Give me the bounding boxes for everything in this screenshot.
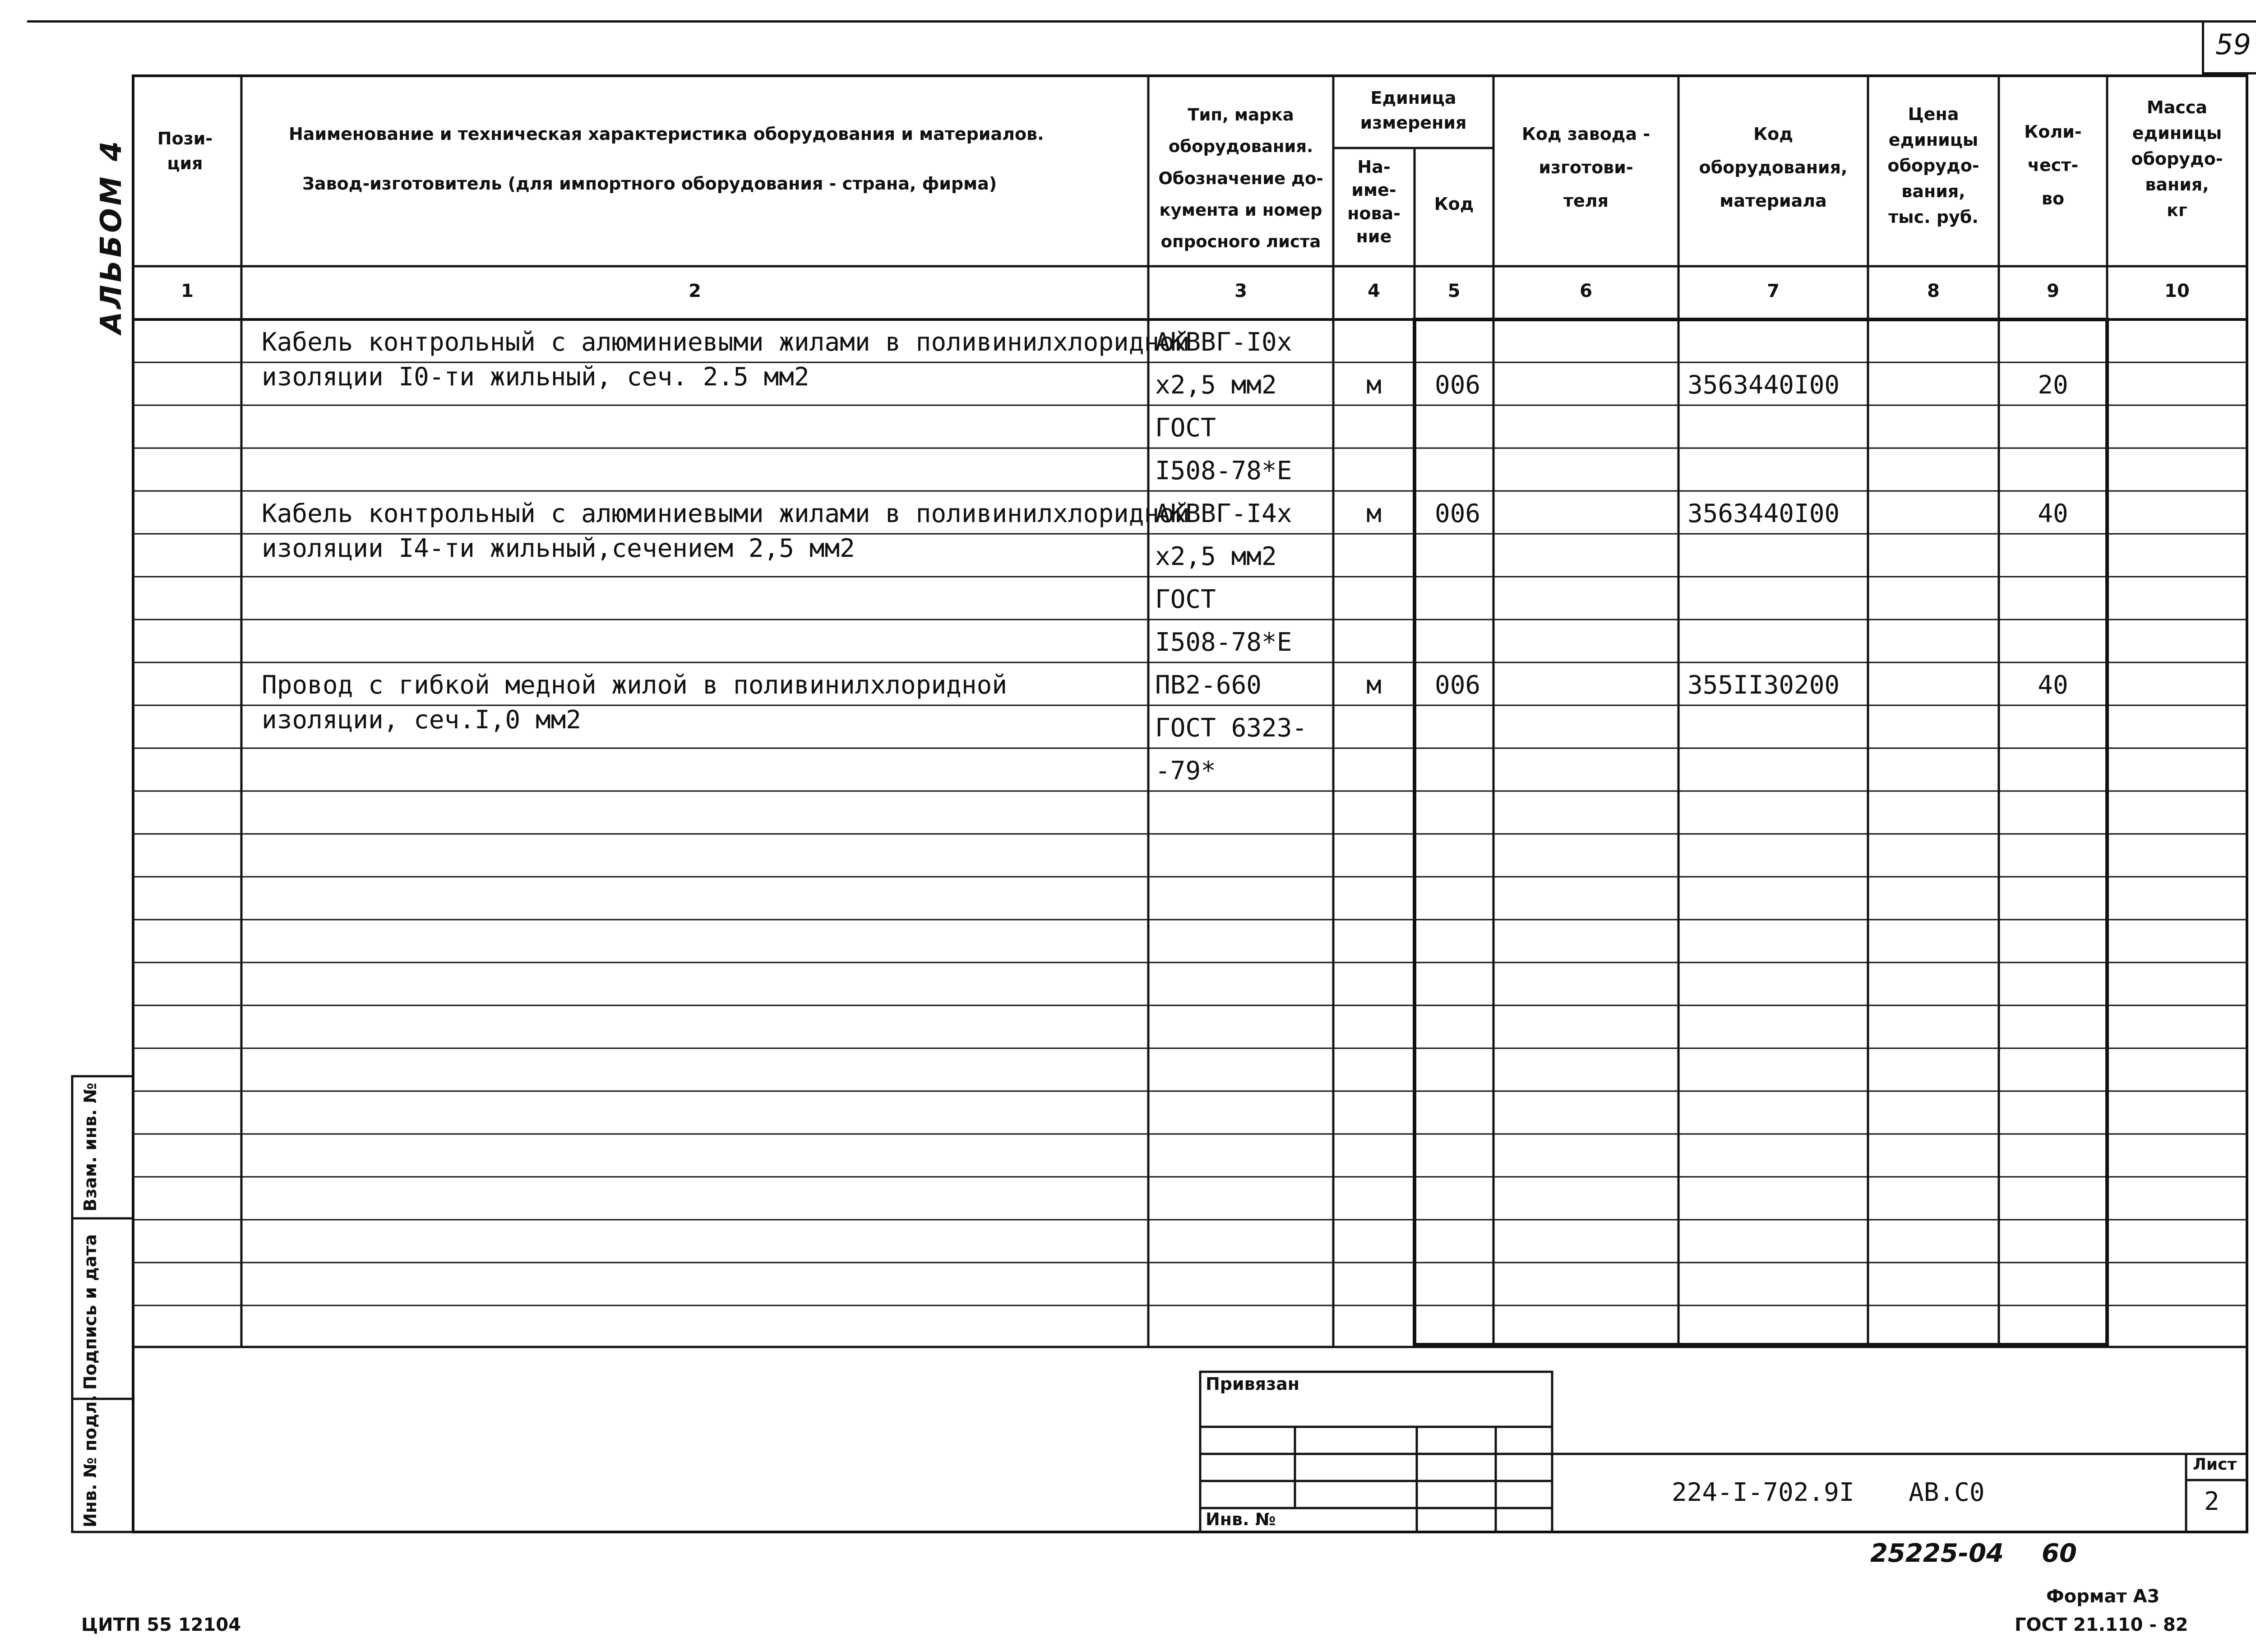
header-price: Цена единицы оборудо- вания, тыс. руб. (1887, 104, 1979, 227)
item-unit: м (1366, 499, 1382, 528)
handwritten-code: 25225-04 (1870, 1539, 2004, 1568)
item-quantity: 20 (2038, 370, 2068, 400)
format-label: Формат А3 (2046, 1586, 2160, 1607)
item-material-code: 3563440I00 (1687, 499, 1840, 528)
footer-left: ЦИТП 55 12104 (81, 1615, 241, 1635)
item-name-line2: изоляции, сеч.I,0 мм2 (262, 705, 582, 735)
stamp-doc-number: 224-I-702.9I (1672, 1478, 1854, 1507)
item-unit: м (1366, 370, 1382, 400)
side-label-podpis: Подпись и дата (80, 1234, 100, 1390)
item-type-line: ГОСТ (1155, 585, 1216, 614)
footer-right: ГОСТ 21.110 - 82 (2015, 1615, 2188, 1635)
stamp-doc-mark: АВ.С0 (1909, 1478, 1985, 1507)
header-quantity: Коли- чест- во (2024, 122, 2082, 209)
item-unit: м (1366, 671, 1382, 700)
header-type: Тип, марка оборудования. Обозначение до- кумента и номер опросного листа (1158, 105, 1323, 252)
header-equipment-code: Код оборудования, материала (1699, 124, 1848, 211)
item-type-line: I508-78*Е (1155, 628, 1292, 657)
item-type-line: ПВ2-660 (1155, 671, 1262, 700)
item-material-code: 3563440I00 (1687, 370, 1840, 400)
header-name-line2: Завод-изготовитель (для импортного оборудования - страна, фирма) (302, 174, 997, 194)
column-number: 10 (2164, 281, 2190, 301)
item-type-line: х2,5 мм2 (1155, 370, 1277, 400)
item-name-line2: изоляции I0-ти жильный, сеч. 2.5 мм2 (262, 362, 809, 392)
header-mass: Масса единицы оборудо- вания, кг (2131, 97, 2223, 220)
stamp-privyazan: Привязан (1206, 1374, 1300, 1394)
item-unit-code: 006 (1435, 499, 1481, 528)
item-type-line: АКВВГ-I0х (1155, 328, 1292, 357)
page-number: 59 (2215, 28, 2251, 61)
column-number: 5 (1447, 281, 1461, 301)
stamp-sheet-label: Лист (2193, 1455, 2237, 1474)
item-type-line: ГОСТ (1155, 413, 1216, 443)
item-name-line1: Провод с гибкой медной жилой в поливинилхлоридной (262, 671, 1008, 700)
item-quantity: 40 (2038, 671, 2068, 700)
side-label-vzam: Взам. инв. № (80, 1083, 100, 1212)
column-number: 4 (1368, 281, 1380, 301)
album-label: АЛЬБОМ 4 (95, 138, 128, 334)
item-name-line2: изоляции I4-ти жильный,сечением 2,5 мм2 (262, 534, 855, 563)
item-unit-code: 006 (1435, 671, 1481, 700)
header-factory-code: Код завода - изготови- теля (1521, 124, 1650, 211)
column-number: 6 (1580, 281, 1592, 301)
item-type-line: АКВВГ-I4х (1155, 499, 1292, 528)
item-unit-code: 006 (1435, 370, 1481, 400)
column-number: 9 (2047, 281, 2059, 301)
item-type-line: I508-78*Е (1155, 456, 1292, 486)
header-unit-group: Единица измерения (1360, 88, 1467, 133)
column-number: 7 (1767, 281, 1780, 301)
column-number: 2 (689, 281, 701, 301)
header-position: Пози- ция (157, 129, 213, 174)
handwritten-page: 60 (2042, 1539, 2077, 1568)
header-unit-name: На- име- нова- ние (1347, 157, 1401, 246)
stamp-inv-no: Инв. № (1206, 1509, 1276, 1529)
item-type-line: ГОСТ 6323- (1155, 713, 1308, 743)
item-name-line1: Кабель контрольный с алюминиевыми жилами в поливинилхлоридной (262, 328, 1190, 357)
column-number: 1 (181, 281, 194, 301)
item-type-line: -79* (1155, 756, 1216, 786)
column-number: 8 (1927, 281, 1940, 301)
header-name-line1: Наименование и техническая характеристика оборудования и материалов. (289, 124, 1044, 144)
column-number: 3 (1234, 281, 1247, 301)
item-name-line1: Кабель контрольный с алюминиевыми жилами в поливинилхлоридной (262, 499, 1190, 528)
stamp-sheet-number: 2 (2204, 1487, 2219, 1516)
side-label-inv-podl: Инв. № подл. (80, 1394, 100, 1527)
item-quantity: 40 (2038, 499, 2068, 528)
item-material-code: 355II30200 (1687, 671, 1840, 700)
header-unit-code: Код (1434, 194, 1474, 214)
item-type-line: х2,5 мм2 (1155, 542, 1277, 571)
